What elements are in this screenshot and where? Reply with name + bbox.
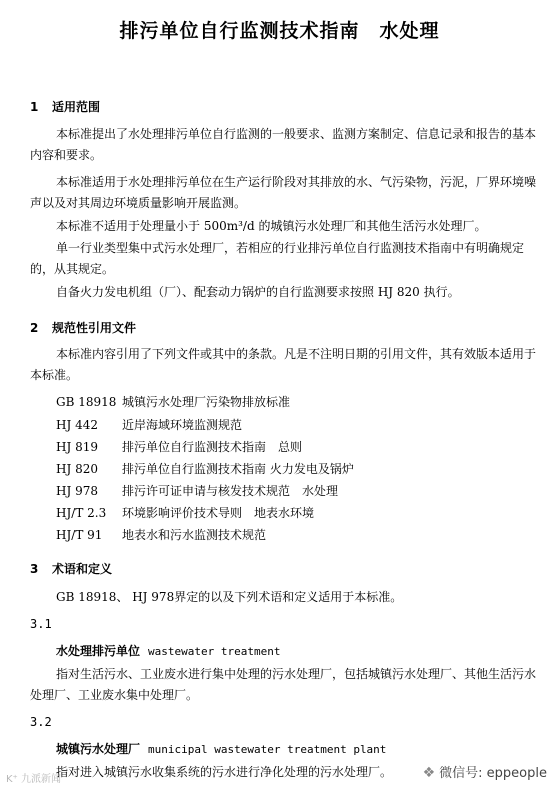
- reference-code: HJ 820: [56, 462, 98, 476]
- reference-name: 排污许可证申请与核发技术规范 水处理: [122, 484, 339, 498]
- paragraph: 自备火力发电机组（厂）、配套动力锅炉的自行监测要求按照 HJ 820 执行。: [56, 285, 460, 299]
- paragraph: GB 18918、 HJ 978界定的以及下列术语和定义适用于本标准。: [56, 590, 403, 604]
- reference-code: GB 18918: [56, 395, 117, 409]
- reference-item: [56, 393, 290, 410]
- section-2-heading: [30, 319, 136, 336]
- term-en: wastewater treatment: [148, 645, 281, 658]
- reference-code: HJ/T 2.3: [56, 506, 107, 520]
- term-definition: 指对生活污水、工业废水进行集中处理的污水处理厂，包括城镇污水处理厂、其他生活污水处理厂、工业废水集中处理厂。: [30, 667, 537, 702]
- reference-name: 排污单位自行监测技术指南 总则: [122, 440, 303, 454]
- wechat-watermark: [421, 762, 549, 781]
- paragraph: 本标准不适用于处理量小于 500m³/d 的城镇污水处理厂和其他生活污水处理厂。: [56, 219, 487, 233]
- reference-name: 环境影响评价技术导则 地表水环境: [122, 506, 315, 520]
- reference-item: [56, 504, 314, 521]
- term-heading: [56, 642, 280, 659]
- reference-item: [56, 482, 338, 499]
- paragraph: 单一行业类型集中式污水处理厂，若相应的行业排污单位自行监测技术指南中有明确规定的，从其规定。: [30, 241, 525, 276]
- reference-name: 排污单位自行监测技术指南 火力发电及锅炉: [122, 462, 354, 476]
- reference-name: 地表水和污水监测技术规范: [122, 528, 267, 542]
- term-heading: [56, 740, 386, 757]
- reference-item: [56, 526, 266, 543]
- reference-name: 城镇污水处理厂污染物排放标准: [122, 395, 291, 409]
- paragraph: 本标准内容引用了下列文件或其中的条款。凡是不注明日期的引用文件，其有效版本适用于本标准。: [30, 347, 537, 382]
- term-zh: 城镇污水处理厂: [56, 742, 141, 756]
- paragraph: 本标准提出了水处理排污单位自行监测的一般要求、监测方案制定、信息记录和报告的基本内容和要求。: [30, 127, 537, 162]
- reference-code: HJ/T 91: [56, 528, 103, 542]
- section-title: 适用范围: [52, 100, 101, 114]
- reference-code: HJ 442: [56, 418, 98, 432]
- section-number: 2: [30, 321, 39, 335]
- reference-item: [56, 460, 354, 477]
- document-title: 排污单位自行监测技术指南 水处理: [119, 20, 440, 42]
- subsection-number: 3.2: [30, 715, 52, 729]
- reference-item: [56, 438, 302, 455]
- section-3-heading: [30, 560, 112, 577]
- section-title: 规范性引用文件: [52, 321, 137, 335]
- wechat-icon: ❖: [422, 765, 436, 781]
- wechat-id: 微信号: eppeople: [439, 766, 547, 781]
- reference-name: 近岸海域环境监测规范: [122, 418, 243, 432]
- section-1-heading: [30, 98, 100, 115]
- section-number: 1: [30, 100, 39, 114]
- reference-code: HJ 819: [56, 440, 98, 454]
- term-definition: 指对进入城镇污水收集系统的污水进行净化处理的污水处理厂。: [56, 765, 393, 779]
- term-zh: 水处理排污单位: [56, 644, 141, 658]
- reference-code: HJ 978: [56, 484, 98, 498]
- section-number: 3: [30, 562, 39, 576]
- paragraph: 本标准适用于水处理排污单位在生产运行阶段对其排放的水、气污染物，污泥，厂界环境噪声以及对其周边环境质量影响开展监测。: [30, 175, 537, 210]
- subsection-number: 3.1: [30, 617, 52, 631]
- section-title: 术语和定义: [52, 562, 113, 576]
- news-watermark: K⁺ 九派新闻: [6, 774, 62, 785]
- term-en: municipal wastewater treatment plant: [148, 743, 387, 756]
- reference-item: [56, 416, 242, 433]
